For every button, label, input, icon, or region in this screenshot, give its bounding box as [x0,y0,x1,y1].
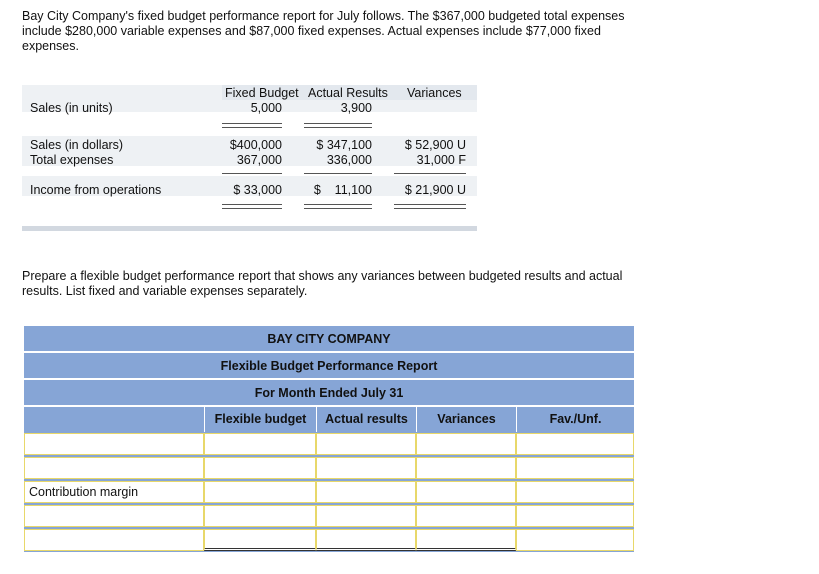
rule [304,123,372,124]
variance-total-expenses: 31,000 F [416,153,466,167]
row-label-contribution-margin: Contribution margin [24,481,204,503]
fixed-sales-units: 5,000 [250,101,282,115]
row-band [22,166,477,176]
header-fixed-budget: Fixed Budget [225,86,299,100]
variances-input[interactable] [416,481,516,503]
label-sales-units: Sales (in units) [30,101,113,115]
rule [304,173,372,174]
column-header-flexible-budget: Flexible budget [204,407,316,432]
company-name: BAY CITY COMPANY [24,325,634,351]
row-label-input[interactable] [24,505,204,527]
actual-results-input[interactable] [316,433,416,455]
header-variances: Variances [407,86,462,100]
variances-input[interactable] [416,457,516,479]
row-label-input[interactable] [24,433,204,455]
fav-unf-select[interactable] [516,481,634,503]
actual-total-expenses: 336,000 [326,153,372,167]
flexible-budget-input[interactable] [204,457,316,479]
rule [222,173,282,174]
actual-sales-units: 3,900 [340,101,372,115]
question-text: Prepare a flexible budget performance report that shows any variances between budgeted results and actual results. List fixed and variable expenses separately. [22,269,623,298]
variances-input[interactable] [416,529,516,551]
label-sales-dollars: Sales (in dollars) [30,138,124,152]
label-income-operations: Income from operations [30,183,162,197]
actual-results-input[interactable] [316,529,416,551]
fixed-budget-report [22,85,477,235]
row-label-input[interactable] [24,457,204,479]
column-header-label [24,407,204,432]
rule [222,208,282,209]
rule [222,123,282,124]
rule [304,204,372,205]
column-header-variances: Variances [416,407,516,432]
variance-income-operations: $ 21,900 U [404,183,466,197]
report-period: For Month Ended July 31 [24,379,634,405]
fixed-total-expenses: 367,000 [236,153,282,167]
variance-sales-dollars: $ 52,900 U [404,138,466,152]
rule [304,208,372,209]
actual-sales-dollars: $ 347,100 [316,138,372,152]
column-header-row [24,406,634,432]
table-bottom-bar [22,226,477,231]
table-row [24,456,634,480]
flexible-budget-input[interactable] [204,505,316,527]
fixed-sales-dollars: $400,000 [229,138,282,152]
table-row [24,528,634,552]
variances-input[interactable] [416,433,516,455]
rule [394,204,466,205]
flexible-budget-input[interactable] [204,481,316,503]
table-row [24,432,634,456]
table-row [24,504,634,528]
row-band [22,112,477,136]
intro-text: Bay City Company's fixed budget performance report for July follows. The $367,000 budgeted total expenses include $280,000 variable expenses and $87,000 fixed expenses. Actual expenses include $77,000 fixed expenses. [22,9,625,53]
column-header-actual-results: Actual results [316,407,416,432]
fav-unf-select[interactable] [516,505,634,527]
fav-unf-select[interactable] [516,529,634,551]
rule [304,127,372,128]
actual-results-input[interactable] [316,457,416,479]
label-total-expenses: Total expenses [30,153,114,167]
variances-input[interactable] [416,505,516,527]
report-title: Flexible Budget Performance Report [24,352,634,378]
fav-unf-select[interactable] [516,457,634,479]
actual-results-input[interactable] [316,505,416,527]
rule [394,208,466,209]
column-header-fav-unf: Fav./Unf. [516,407,634,432]
rule [394,173,466,174]
fixed-income-operations: $ 33,000 [233,183,282,197]
fav-unf-select[interactable] [516,433,634,455]
actual-results-input[interactable] [316,481,416,503]
table-row [24,480,634,504]
header-actual-results: Actual Results [308,86,388,100]
flexible-budget-input[interactable] [204,433,316,455]
rule [222,127,282,128]
flexible-budget-input[interactable] [204,529,316,551]
rule [222,204,282,205]
row-label-input[interactable] [24,529,204,551]
actual-income-operations: $ 11,100 [313,183,372,197]
